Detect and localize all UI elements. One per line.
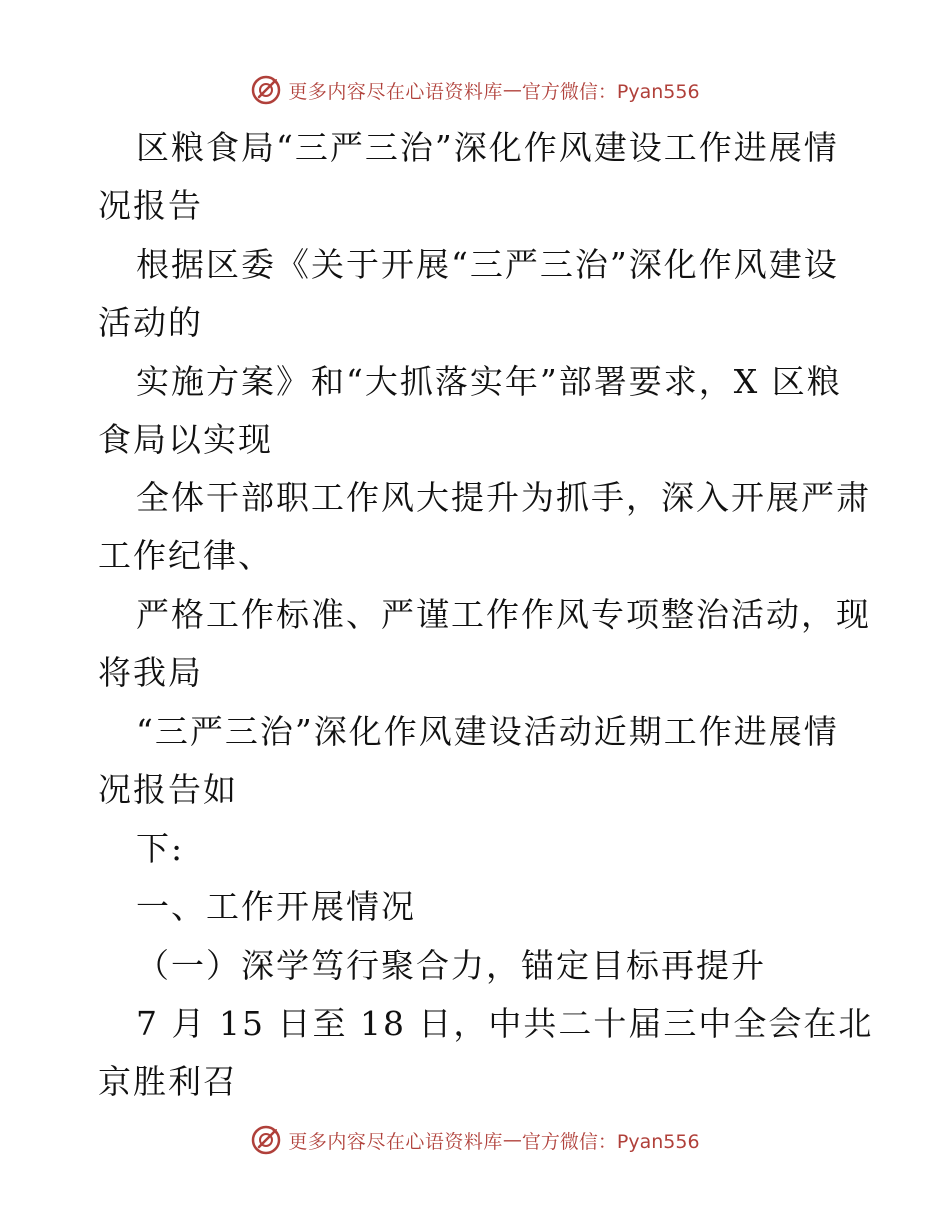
logo-icon [250,1124,282,1156]
text-line: “三严三治”深化作风建设活动近期工作进展情 [136,712,839,751]
text-line: 况报告如 [98,770,238,809]
text-line: 全体干部职工作风大提升为抓手，深入开展严肃 [136,478,871,517]
banner-separator: — [502,79,522,101]
footer-banner [0,1120,950,1160]
text-line: 区粮食局“三严三治”深化作风建设工作进展情 [136,128,839,167]
header-banner [0,70,950,110]
text-line: 况报告 [98,186,203,225]
wechat-text: 官方微信：Pyan556 [521,1130,700,1153]
site-text: 更多内容尽在心语资料库 [288,1130,503,1153]
text-line: 将我局 [98,653,203,692]
text-line: 食局以实现 [98,420,273,459]
text-line: 工作纪律、 [98,536,273,575]
text-line: 活动的 [98,303,203,342]
wechat-text: 官方微信：Pyan556 [521,80,700,103]
text-line: 7 月 15 日至 18 日，中共二十届三中全会在北 [136,1004,874,1043]
section-heading: 一、工作开展情况 [136,887,416,926]
text-line: 下: [136,829,185,868]
logo-icon [250,74,282,106]
subsection-heading: （一）深学笃行聚合力，锚定目标再提升 [136,946,766,985]
text-line: 根据区委《关于开展“三严三治”深化作风建设 [136,245,839,284]
banner-separator: — [502,1129,522,1151]
text-line: 实施方案》和“大抓落实年”部署要求，X 区粮 [136,362,842,401]
text-line: 严格工作标准、严谨工作作风专项整治活动，现 [136,595,871,634]
text-line: 京胜利召 [98,1062,238,1101]
site-text: 更多内容尽在心语资料库 [288,80,503,103]
